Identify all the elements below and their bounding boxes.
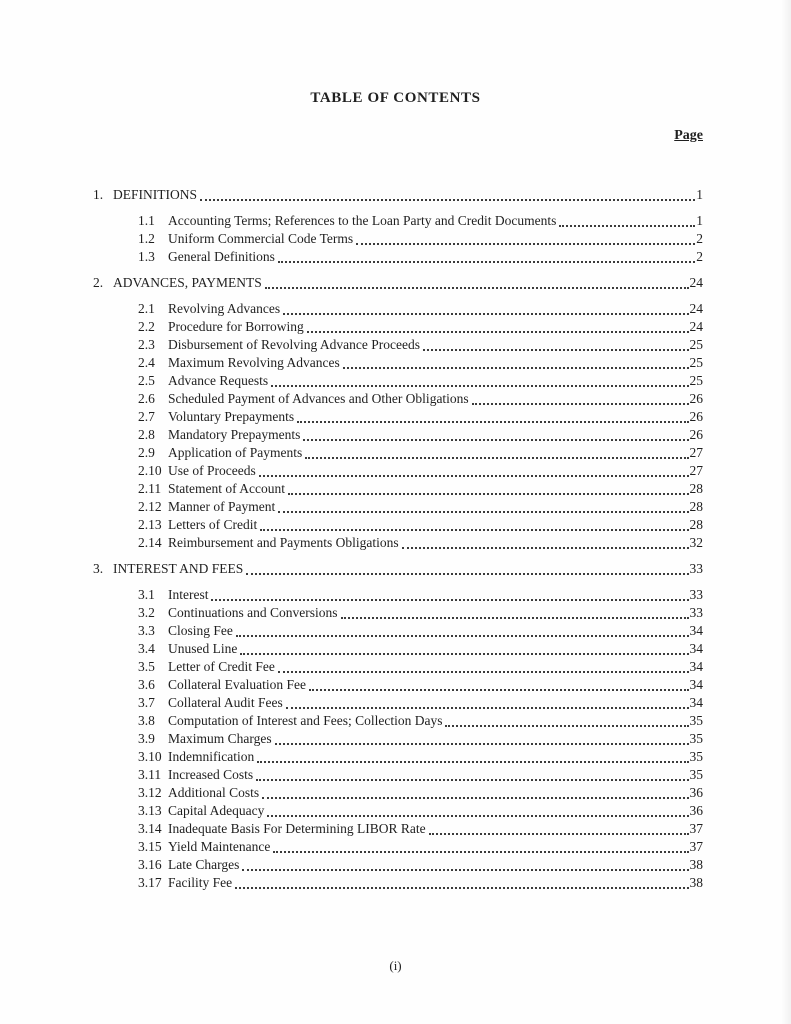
toc-entry (93, 372, 703, 390)
dot-leader (280, 300, 689, 318)
entry-title: Voluntary Prepayments (168, 409, 295, 424)
entry-title: Maximum Revolving Advances (168, 355, 340, 370)
dot-leader (239, 856, 689, 874)
entry-number: 3.11 (138, 767, 162, 782)
toc-entry (93, 408, 703, 426)
dot-leader (300, 426, 689, 444)
entry-page: 34 (689, 677, 703, 692)
toc-entry (93, 748, 703, 766)
toc-entry (93, 498, 703, 516)
dot-leader (232, 874, 689, 892)
entry-title: Advance Requests (168, 373, 269, 388)
toc-entry (93, 336, 703, 354)
dot-leader (283, 694, 690, 712)
dot-leader (259, 784, 689, 802)
toc-section-heading (93, 186, 703, 204)
toc-entry (93, 622, 703, 640)
entry-title: Uniform Commercial Code Terms (168, 231, 354, 246)
entry-title: Letter of Credit Fee (168, 659, 275, 674)
entry-page: 24 (689, 275, 703, 290)
entry-page: 37 (689, 839, 703, 854)
dot-leader (275, 658, 690, 676)
entry-title: Scheduled Payment of Advances and Other Obligations (168, 391, 469, 406)
entry-page: 25 (689, 373, 703, 388)
dot-leader (253, 766, 689, 784)
entry-number: 3.14 (138, 821, 162, 836)
entry-number: 3.3 (138, 623, 155, 638)
entry-number: 2. (93, 275, 104, 290)
entry-title: Increased Costs (168, 767, 254, 782)
dot-leader (257, 516, 689, 534)
dot-leader (420, 336, 690, 354)
entry-number: 1.3 (138, 249, 155, 264)
entry-page: 27 (689, 445, 703, 460)
toc-entry (93, 444, 703, 462)
entry-title: Statement of Account (168, 481, 285, 496)
toc-entry (93, 784, 703, 802)
dot-leader (442, 712, 689, 730)
toc-entry (93, 426, 703, 444)
entry-number: 3.12 (138, 785, 162, 800)
entry-title: Collateral Evaluation Fee (168, 677, 306, 692)
entry-page: 28 (689, 517, 703, 532)
entry-number: 3.1 (138, 587, 155, 602)
entry-page: 25 (689, 337, 703, 352)
entry-page: 37 (689, 821, 703, 836)
entry-title: Mandatory Prepayments (168, 427, 301, 442)
entry-number: 3.5 (138, 659, 155, 674)
entry-page: 2 (696, 249, 703, 264)
entry-title: Closing Fee (168, 623, 233, 638)
dot-leader (556, 212, 696, 230)
entry-page: 35 (689, 767, 703, 782)
toc-entry (93, 838, 703, 856)
entry-page: 27 (689, 463, 703, 478)
entry-page: 36 (689, 803, 703, 818)
toc-entry (93, 820, 703, 838)
entry-number: 2.4 (138, 355, 155, 370)
dot-leader (399, 534, 690, 552)
entry-title: Application of Payments (168, 445, 303, 460)
toc-entry (93, 712, 703, 730)
dot-leader (262, 274, 690, 292)
entry-title: Collateral Audit Fees (168, 695, 283, 710)
entry-title: General Definitions (168, 249, 275, 264)
entry-page: 26 (689, 409, 703, 424)
entry-number: 2.7 (138, 409, 155, 424)
entry-page: 34 (689, 623, 703, 638)
dot-leader (304, 318, 690, 336)
entry-title: INTEREST AND FEES (113, 561, 244, 576)
entry-title: Letters of Credit (168, 517, 258, 532)
toc-entry (93, 874, 703, 892)
toc-entry (93, 462, 703, 480)
toc-entry (93, 694, 703, 712)
entry-number: 3.17 (138, 875, 162, 890)
toc-section-heading (93, 560, 703, 578)
dot-leader (270, 838, 689, 856)
toc-entry (93, 676, 703, 694)
dot-leader (340, 354, 690, 372)
entry-number: 2.3 (138, 337, 155, 352)
entry-title: Maximum Charges (168, 731, 272, 746)
entry-page: 26 (689, 391, 703, 406)
entry-page: 2 (696, 231, 703, 246)
entry-page: 33 (689, 587, 703, 602)
entry-title: DEFINITIONS (113, 187, 197, 202)
entry-number: 1.1 (138, 213, 155, 228)
dot-leader (338, 604, 690, 622)
toc-entry (93, 766, 703, 784)
entry-number: 3.8 (138, 713, 155, 728)
entry-page: 38 (689, 875, 703, 890)
toc-entry (93, 640, 703, 658)
dot-leader (268, 372, 689, 390)
entry-page: 26 (689, 427, 703, 442)
entry-title: Accounting Terms; References to the Loan Party and Credit Documents (168, 213, 557, 228)
dot-leader (237, 640, 689, 658)
toc-entry (93, 534, 703, 552)
scan-edge-shadow (781, 0, 791, 1024)
entry-number: 3.16 (138, 857, 162, 872)
dot-leader (275, 498, 689, 516)
dot-leader (272, 730, 690, 748)
entry-number: 3.13 (138, 803, 162, 818)
entry-title: Use of Proceeds (168, 463, 256, 478)
entry-number: 3.10 (138, 749, 162, 764)
entry-title: Indemnification (168, 749, 255, 764)
entry-page: 1 (696, 213, 703, 228)
dot-leader (197, 186, 696, 204)
toc-entry (93, 856, 703, 874)
entry-number: 3.2 (138, 605, 155, 620)
entry-number: 2.10 (138, 463, 162, 478)
toc-entry (93, 212, 703, 230)
entry-page: 33 (689, 561, 703, 576)
toc-entry (93, 390, 703, 408)
dot-leader (208, 586, 689, 604)
entry-page: 25 (689, 355, 703, 370)
entry-title: Late Charges (168, 857, 240, 872)
dot-leader (469, 390, 690, 408)
dot-leader (233, 622, 690, 640)
toc-entry (93, 516, 703, 534)
entry-page: 28 (689, 481, 703, 496)
toc-entry (93, 248, 703, 266)
entry-page: 1 (696, 187, 703, 202)
entry-title: Inadequate Basis For Determining LIBOR Rate (168, 821, 426, 836)
entry-title: Yield Maintenance (168, 839, 271, 854)
dot-leader (256, 462, 690, 480)
entry-page: 35 (689, 749, 703, 764)
page-title: TABLE OF CONTENTS (310, 90, 481, 106)
dot-leader (306, 676, 690, 694)
dot-leader (302, 444, 689, 462)
entry-page: 36 (689, 785, 703, 800)
entry-title: Revolving Advances (168, 301, 281, 316)
entry-number: 2.13 (138, 517, 162, 532)
entry-number: 2.9 (138, 445, 155, 460)
toc-entry (93, 586, 703, 604)
dot-leader (294, 408, 689, 426)
entry-number: 1. (93, 187, 104, 202)
toc-entry (93, 230, 703, 248)
entry-title: Reimbursement and Payments Obligations (168, 535, 399, 550)
toc-entry (93, 480, 703, 498)
entry-title: Capital Adequacy (168, 803, 265, 818)
entry-number: 2.11 (138, 481, 162, 496)
entry-page: 38 (689, 857, 703, 872)
dot-leader (243, 560, 689, 578)
entry-title: Computation of Interest and Fees; Collection Days (168, 713, 443, 728)
entry-title: Disbursement of Revolving Advance Proceeds (168, 337, 420, 352)
entry-number: 2.8 (138, 427, 155, 442)
dot-leader (426, 820, 690, 838)
entry-page: 28 (689, 499, 703, 514)
toc-entry (93, 354, 703, 372)
table-of-contents (93, 186, 703, 892)
toc-entry (93, 300, 703, 318)
entry-number: 3.6 (138, 677, 155, 692)
entry-number: 1.2 (138, 231, 155, 246)
footer-page-number: (i) (389, 958, 402, 973)
entry-number: 3.9 (138, 731, 155, 746)
entry-page: 33 (689, 605, 703, 620)
entry-title: Facility Fee (168, 875, 233, 890)
entry-page: 35 (689, 731, 703, 746)
entry-number: 3. (93, 561, 104, 576)
entry-title: Manner of Payment (168, 499, 276, 514)
dot-leader (254, 748, 689, 766)
entry-title: Additional Costs (168, 785, 260, 800)
entry-number: 3.7 (138, 695, 155, 710)
entry-page: 34 (689, 695, 703, 710)
entry-title: Procedure for Borrowing (168, 319, 304, 334)
entry-title: Continuations and Conversions (168, 605, 338, 620)
entry-title: Interest (168, 587, 209, 602)
entry-number: 3.15 (138, 839, 162, 854)
entry-number: 2.1 (138, 301, 155, 316)
toc-entry (93, 802, 703, 820)
entry-number: 2.12 (138, 499, 162, 514)
toc-entry (93, 658, 703, 676)
entry-number: 2.2 (138, 319, 155, 334)
page-column-label: Page (674, 128, 703, 143)
entry-title: ADVANCES, PAYMENTS (113, 275, 262, 290)
dot-leader (285, 480, 690, 498)
toc-section-heading (93, 274, 703, 292)
toc-entry (93, 604, 703, 622)
entry-number: 2.6 (138, 391, 155, 406)
dot-leader (264, 802, 689, 820)
entry-page: 34 (689, 641, 703, 656)
entry-page: 34 (689, 659, 703, 674)
entry-page: 32 (689, 535, 703, 550)
entry-number: 2.5 (138, 373, 155, 388)
toc-entry (93, 318, 703, 336)
entry-page: 35 (689, 713, 703, 728)
entry-number: 3.4 (138, 641, 155, 656)
entry-page: 24 (689, 319, 703, 334)
entry-page: 24 (689, 301, 703, 316)
dot-leader (275, 248, 696, 266)
dot-leader (353, 230, 696, 248)
toc-entry (93, 730, 703, 748)
entry-number: 2.14 (138, 535, 162, 550)
entry-title: Unused Line (168, 641, 238, 656)
